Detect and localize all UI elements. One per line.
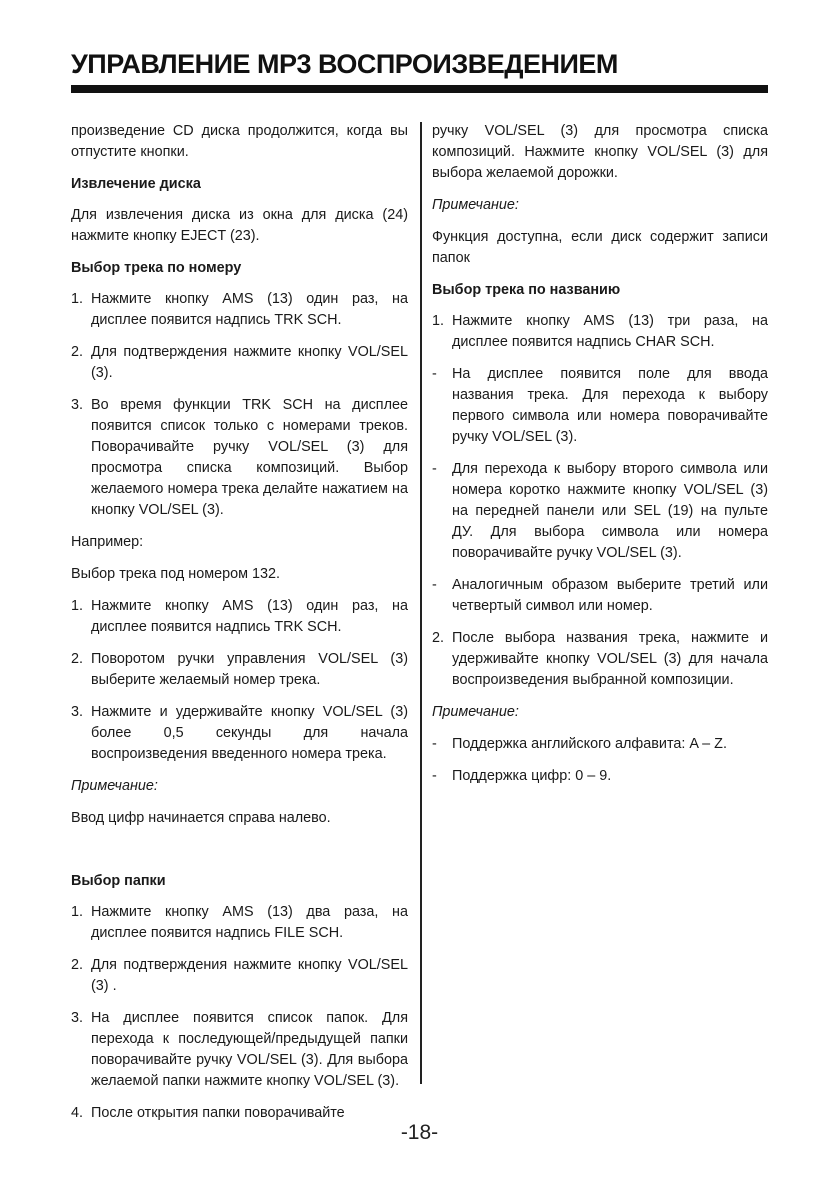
page-number: -18- [400,1121,439,1144]
list-text: После выбора названия трека, нажмите и удерживайте кнопку VOL/SEL (3) для начала воспроизведения выбранной композиции. [452,630,768,688]
note-text: Функция доступна, если диск содержит записи папок [432,229,768,266]
section-spacer [71,840,408,871]
list-marker: - [432,736,437,752]
list-marker: 3. [71,704,84,720]
eject-text: Для извлечения диска из окна для диска (24) нажмите кнопку EJECT (23). [71,207,408,244]
list-marker: 2. [71,957,84,973]
list-text: На дисплее появится поле для ввода названия трека. Для перехода к выбору первого символа или номера поворачивайте ручку VOL/SEL (3). [452,366,768,445]
example-label: Например: [71,534,144,550]
note-text: Ввод цифр начинается справа налево. [71,810,331,826]
intro-text: произведение CD диска продолжится, когда вы отпустите кнопки. [71,123,408,160]
list-text: Нажмите кнопку AMS (13) два раза, на дисплее появится надпись FILE SCH. [91,904,408,941]
list-marker: - [432,366,437,382]
list-text: На дисплее появится список папок. Для перехода к последующей/предыдущей папки поворачивайте ручку VOL/SEL (3). Для выбора желаемой папки нажмите кнопку VOL/SEL (3). [91,1010,408,1089]
list-item [432,459,768,564]
list-marker: 2. [432,630,445,646]
list-marker: - [432,768,437,784]
list-item [432,311,768,353]
list-marker: 1. [71,291,84,307]
list-marker: 1. [71,598,84,614]
list-text: Поддержка английского алфавита: A – Z. [452,736,727,752]
list-text: Для подтверждения нажмите кнопку VOL/SEL (3). [91,344,408,381]
right-column [432,121,768,798]
list-text: После открытия папки поворачивайте [91,1105,345,1121]
list-text: Нажмите и удерживайте кнопку VOL/SEL (3) более 0,5 секунды для начала воспроизведения введенного номера трека. [91,704,408,762]
list-marker: 1. [432,313,445,329]
page-title: УПРАВЛЕНИЕ MP3 ВОСПРОИЗВЕДЕНИЕМ [71,49,618,79]
list-item [71,1008,408,1092]
list-marker: 3. [71,1010,84,1026]
list-text: Нажмите кнопку AMS (13) три раза, на дисплее появится надпись CHAR SCH. [452,313,768,350]
list-item [71,596,408,638]
list-text: Нажмите кнопку AMS (13) один раз, на дисплее появится надпись TRK SCH. [91,598,408,635]
list-marker: 3. [71,397,84,413]
list-marker: 2. [71,651,84,667]
left-column [71,121,408,1135]
list-item [71,649,408,691]
column-divider [420,122,422,1084]
list-marker: 2. [71,344,84,360]
list-text: Нажмите кнопку AMS (13) один раз, на дисплее появится надпись TRK SCH. [91,291,408,328]
example-text: Выбор трека под номером 132. [71,566,281,582]
list-text: Аналогичным образом выберите третий или четвертый символ или номер. [452,577,768,614]
list-marker: - [432,577,437,593]
list-text: Поворотом ручки управления VOL/SEL (3) выберите желаемый номер трека. [91,651,408,688]
list-item [432,575,768,617]
list-text: Для перехода к выбору второго символа или номера коротко нажмите кнопку VOL/SEL (3) на передней панели или SEL (19) на пульте ДУ. Для выбора символа или номера поворачивайте ручку VOL/SEL (3). [452,461,768,561]
list-item [71,395,408,521]
list-item [71,289,408,331]
list-item [432,364,768,448]
list-item [71,702,408,765]
list-text: Поддержка цифр: 0 – 9. [452,768,612,784]
list-marker: 4. [71,1105,84,1121]
track-number-heading: Выбор трека по номеру [71,260,242,276]
list-marker: 1. [71,904,84,920]
note-label: Примечание: [432,197,519,213]
title-rule [71,85,768,93]
list-item [432,628,768,691]
continued-text: ручку VOL/SEL (3) для просмотра списка композиций. Нажмите кнопку VOL/SEL (3) для выбора желаемой дорожки. [432,123,768,181]
list-marker: - [432,461,437,477]
eject-heading: Извлечение диска [71,176,201,192]
folder-heading: Выбор папки [71,873,166,889]
list-item [432,766,768,787]
note-label: Примечание: [432,704,519,720]
track-name-heading: Выбор трека по названию [432,282,621,298]
note-label: Примечание: [71,778,158,794]
list-item [432,734,768,755]
list-text: Для подтверждения нажмите кнопку VOL/SEL (3) . [91,957,408,994]
list-text: Во время функции TRK SCH на дисплее появится список только с номерами треков. Поворачивайте ручку VOL/SEL (3) для просмотра списка композиций. Выбор желаемого номера трека делайте нажатием на кнопку VOL/SEL (3). [91,397,408,518]
list-item [71,902,408,944]
list-item [71,955,408,997]
list-item [71,342,408,384]
